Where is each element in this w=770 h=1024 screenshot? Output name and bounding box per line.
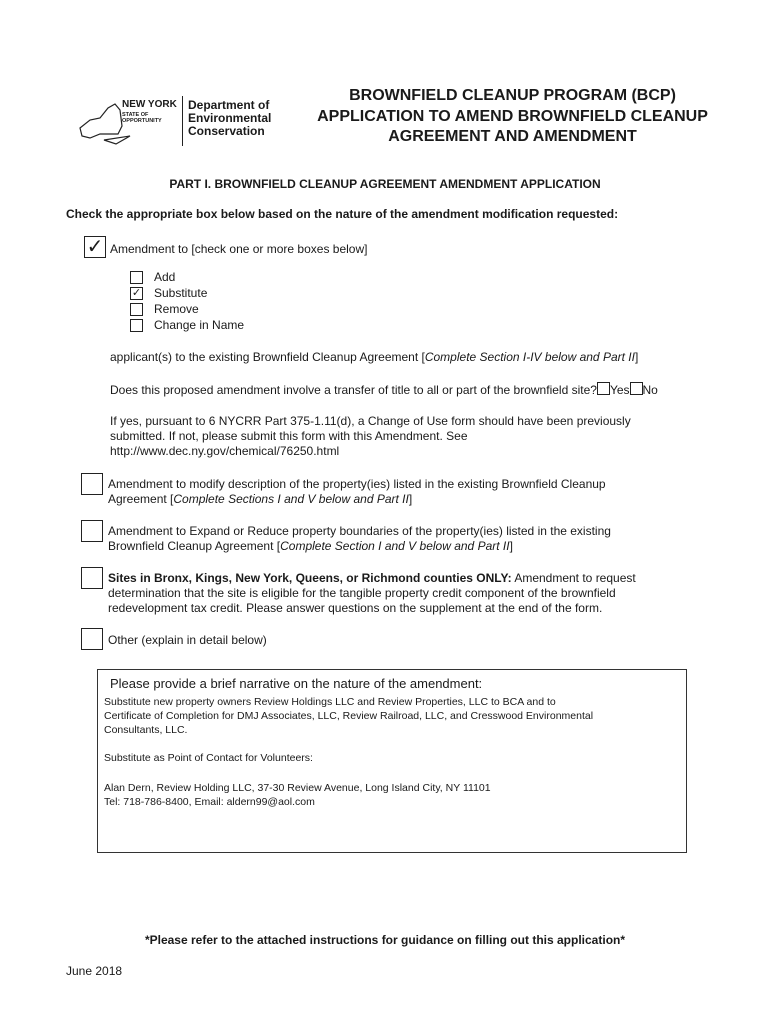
ny-state-tagline: STATE OF OPPORTUNITY bbox=[122, 112, 162, 124]
narrative-text: Substitute new property owners Review Holdings LLC and Review Properties, LLC to BCA and to Certificate of Completion for DMJ Associates, LLC, Review Railroad, LLC, and Cresswood Environmental Consultants, LLC. bbox=[104, 696, 594, 736]
modify-description-label: Amendment to modify description of the property(ies) listed in the existing Brownfield Cleanup Agreement [Complete Sections I and V below and Part II] bbox=[108, 477, 606, 506]
logo-divider bbox=[182, 96, 183, 146]
change-in-name-label: Change in Name bbox=[154, 318, 245, 332]
change-in-name-checkbox[interactable] bbox=[130, 319, 143, 332]
add-label: Add bbox=[154, 270, 176, 284]
contact-details: Alan Dern, Review Holding LLC, 37-30 Review Avenue, Long Island City, NY 11101 Tel: 718-786-8400, Email: aldern99@aol.com bbox=[104, 782, 491, 808]
no-label: No bbox=[642, 383, 658, 397]
if-yes-paragraph: If yes, pursuant to 6 NYCRR Part 375-1.11(d), a Change of Use form should have been previously submitted. If not, please submit this form with this Amendment. See http://www.dec.ny.gov/chemical/76250.html bbox=[110, 414, 631, 458]
part-title: PART I. BROWNFIELD CLEANUP AGREEMENT AMENDMENT APPLICATION bbox=[169, 177, 601, 191]
amendment-to-label: Amendment to [check one or more boxes below] bbox=[110, 242, 368, 256]
yes-checkbox[interactable] bbox=[597, 382, 610, 395]
department-name: Department of Environmental Conservation bbox=[188, 98, 272, 138]
remove-label: Remove bbox=[154, 302, 199, 316]
narrative-heading: Please provide a brief narrative on the nature of the amendment: bbox=[110, 676, 483, 691]
check-mark-icon: ✓ bbox=[131, 287, 142, 299]
point-of-contact-line: Substitute as Point of Contact for Volunteers: bbox=[104, 752, 313, 764]
other-checkbox[interactable] bbox=[81, 628, 103, 650]
transfer-question: Does this proposed amendment involve a transfer of title to all or part of the brownfield site? Yes No bbox=[110, 383, 658, 397]
form-date: June 2018 bbox=[66, 964, 123, 978]
expand-reduce-checkbox[interactable] bbox=[81, 520, 103, 542]
check-mark-icon: ✓ bbox=[86, 236, 104, 258]
expand-reduce-label: Amendment to Expand or Reduce property boundaries of the property(ies) listed in the existing Brownfield Cleanup Agreement [Complete Section I and V below and Part II] bbox=[108, 524, 611, 553]
ny-state-wordmark: NEW YORK bbox=[122, 99, 177, 110]
substitute-label: Substitute bbox=[154, 286, 208, 300]
remove-checkbox[interactable] bbox=[130, 303, 143, 316]
instructions-note: *Please refer to the attached instructions for guidance on filling out this application* bbox=[144, 933, 626, 947]
other-label: Other (explain in detail below) bbox=[108, 633, 267, 647]
no-checkbox[interactable] bbox=[630, 382, 643, 395]
substitute-checkbox[interactable] bbox=[130, 287, 143, 300]
applicant-text: applicant(s) to the existing Brownfield Cleanup Agreement [Complete Section I-IV below and Part II] bbox=[110, 350, 639, 364]
add-checkbox[interactable] bbox=[130, 271, 143, 284]
change-of-use-link[interactable]: http://www.dec.ny.gov/chemical/76250.html bbox=[110, 444, 340, 458]
tangible-property-credit-checkbox[interactable] bbox=[81, 567, 103, 589]
document-title: BROWNFIELD CLEANUP PROGRAM (BCP) APPLICATION TO AMEND BROWNFIELD CLEANUP AGREEMENT AND AMENDMENT bbox=[317, 87, 708, 145]
amendment-to-checkbox[interactable] bbox=[84, 236, 106, 258]
tangible-property-credit-label: Sites in Bronx, Kings, New York, Queens, or Richmond counties ONLY: Amendment to request determination that the site is eligible for the tangible property credit component of the brownfield redevelopment tax credit. Please answer questions on the supplement at the end of the form. bbox=[108, 571, 636, 615]
yes-label: Yes bbox=[609, 383, 630, 397]
modify-description-checkbox[interactable] bbox=[81, 473, 103, 495]
instruction-text: Check the appropriate box below based on the nature of the amendment modification requested: bbox=[66, 207, 619, 221]
